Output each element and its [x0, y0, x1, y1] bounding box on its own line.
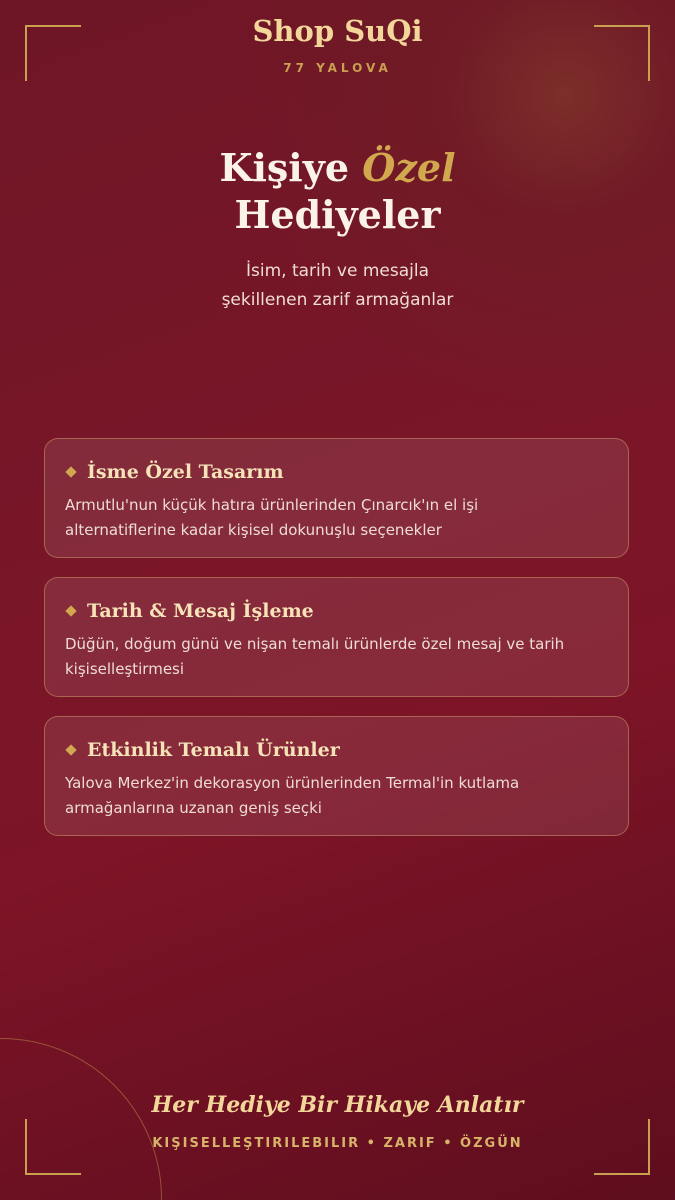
feature-card-description [65, 632, 608, 682]
hero-subtitle-line1: İsim, tarih ve mesajla [245, 261, 429, 281]
feature-card-description-line: Düğün, doğum günü ve nişan temalı ürünlerde özel mesaj ve tarih [65, 635, 565, 653]
diamond-icon [65, 605, 76, 616]
hero-title-line1 [0, 144, 675, 191]
feature-card-description-line: alternatiflerine kadar kişisel dokunuşlu seçenekler [65, 521, 442, 539]
hero-subtitle-line2: şekillenen zarif armağanlar [221, 290, 454, 310]
feature-card-title: Etkinlik Temalı Ürünler [87, 739, 340, 761]
feature-card-description-line: Armutlu'nun küçük hatıra ürünlerinden Çınarcık'ın el işi [65, 496, 479, 514]
feature-card-header [65, 457, 608, 487]
hero-title [0, 144, 675, 238]
hero-title-line2: Hediyeler [234, 192, 441, 237]
feature-card-description [65, 771, 608, 821]
feature-card-description [65, 493, 608, 543]
footer-tagline: Her Hediye Bir Hikaye Anlatır [151, 1092, 524, 1118]
hero-subtitle [0, 257, 675, 315]
feature-card-title: İsme Özel Tasarım [87, 461, 284, 483]
decorative-circle [0, 1038, 162, 1200]
diamond-icon [65, 466, 76, 477]
feature-card-event-themed [44, 716, 629, 836]
hero-title-accent: Özel [362, 145, 456, 190]
feature-card-header [65, 596, 608, 626]
diamond-icon [65, 744, 76, 755]
brand-location: 77 YALOVA [283, 61, 392, 75]
feature-card-date-message [44, 577, 629, 697]
brand-name: Shop SuQi [252, 14, 423, 48]
feature-card-header [65, 735, 608, 765]
feature-card-title: Tarih & Mesaj İşleme [87, 600, 314, 622]
hero-title-part1: Kişiye [219, 145, 350, 190]
feature-card-description-line: Yalova Merkez'in dekorasyon ürünlerinden Termal'in kutlama [65, 774, 520, 792]
feature-card-description-line: kişiselleştirmesi [65, 660, 185, 678]
feature-card-description-line: armağanlarına uzanan geniş seçki [65, 799, 322, 817]
footer-badges: KIŞISELLEŞTIRILEBILIR • ZARIF • ÖZGÜN [152, 1136, 523, 1151]
feature-card-name-design [44, 438, 629, 558]
